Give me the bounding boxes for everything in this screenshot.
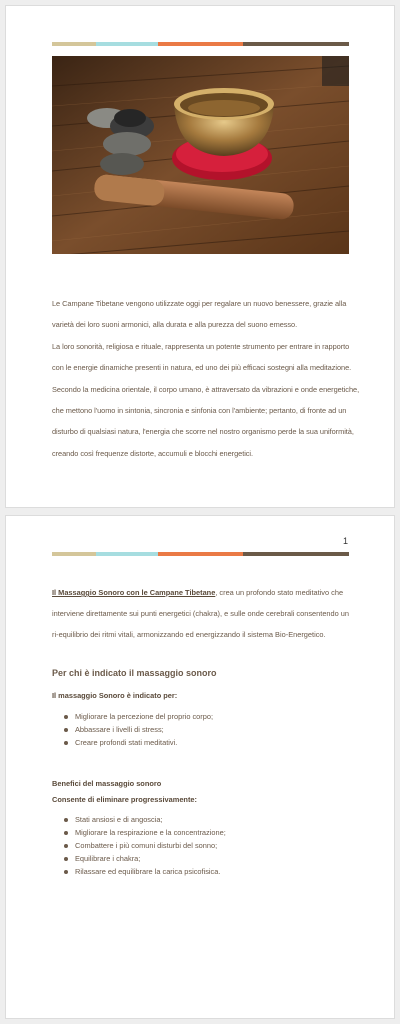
color-bar-segment-cyan [96,552,158,556]
intro-paragraphs [52,293,360,464]
massage-intro [52,582,352,645]
massage-link[interactable]: Il Massaggio Sonoro con le Campane Tibetane [52,588,216,597]
decorative-color-bar [52,552,349,556]
indicated-label: Il massaggio Sonoro è indicato per: [52,691,178,700]
benefits-title: Benefici del massaggio sonoro [52,779,162,788]
list-item: Rilassare ed equilibrare la carica psicofisica. [64,865,226,878]
list-item: Combattere i più comuni disturbi del sonno; [64,839,226,852]
document-page-2 [5,515,395,1019]
decorative-color-bar [52,42,349,46]
paragraph-line: Secondo la medicina orientale, il corpo umano, è attraversato da vibrazioni e onde energetiche, [52,384,360,394]
color-bar-segment-orange [158,42,243,46]
intro-line-3: ri-equilibrio dei ritmi vitali, armonizzando ed energizzando il sistema Bio-Energetico. [52,630,326,639]
indicated-list [64,710,213,749]
color-bar-segment-orange [158,552,243,556]
color-bar-segment-brown [243,42,349,46]
intro-line-1 [52,582,352,603]
intro-line-1-text: , crea un profondo stato meditativo che [215,588,344,597]
paragraph-line: Le Campane Tibetane vengono utilizzate oggi per regalare un nuovo benessere, grazie alla [52,299,347,308]
color-bar-segment-brown [243,552,349,556]
list-item: Equilibrare i chakra; [64,852,226,865]
section-heading: Per chi è indicato il massaggio sonoro [52,668,217,678]
paragraph-line: La loro sonorità, religiosa e rituale, rappresenta un potente strumento per entrare in rapporto [52,341,350,351]
benefits-list [64,813,226,878]
benefits-label: Consente di eliminare progressivamente: [52,795,197,804]
page-number: 1 [342,536,348,546]
list-item: Abbassare i livelli di stress; [64,723,213,736]
color-bar-segment-beige [52,552,96,556]
intro-line-2: interviene direttamente sui punti energetici (chakra), e sulle onde cerebrali consentendo un [52,609,350,618]
paragraph-line: varietà dei loro suoni armonici, alla durata e alla purezza del suono emesso. [52,320,298,330]
list-item: Migliorare la respirazione e la concentrazione; [64,826,226,839]
document-page-1 [5,5,395,508]
paragraph-line: che mettono l'uomo in sintonia, sincronia e sinfonia con l'ambiente; pertanto, di fronte ad un [52,406,347,416]
color-bar-segment-cyan [96,42,158,46]
paragraph-line: creando così frequenze distorte, accumuli e blocchi energetici. [52,448,254,458]
paragraph-line: con le energie dinamiche presenti in natura, ed uno dei più efficaci sostegni alla meditazione. [52,363,352,373]
tibetan-singing-bowl-photo [52,56,349,254]
list-item: Migliorare la percezione del proprio corpo; [64,710,213,723]
paragraph-line: disturbo di qualsiasi natura, l'energia che scorre nel nostro organismo perde la sua uniformità, [52,427,354,437]
color-bar-segment-beige [52,42,96,46]
list-item: Stati ansiosi e di angoscia; [64,813,226,826]
list-item: Creare profondi stati meditativi. [64,736,213,749]
